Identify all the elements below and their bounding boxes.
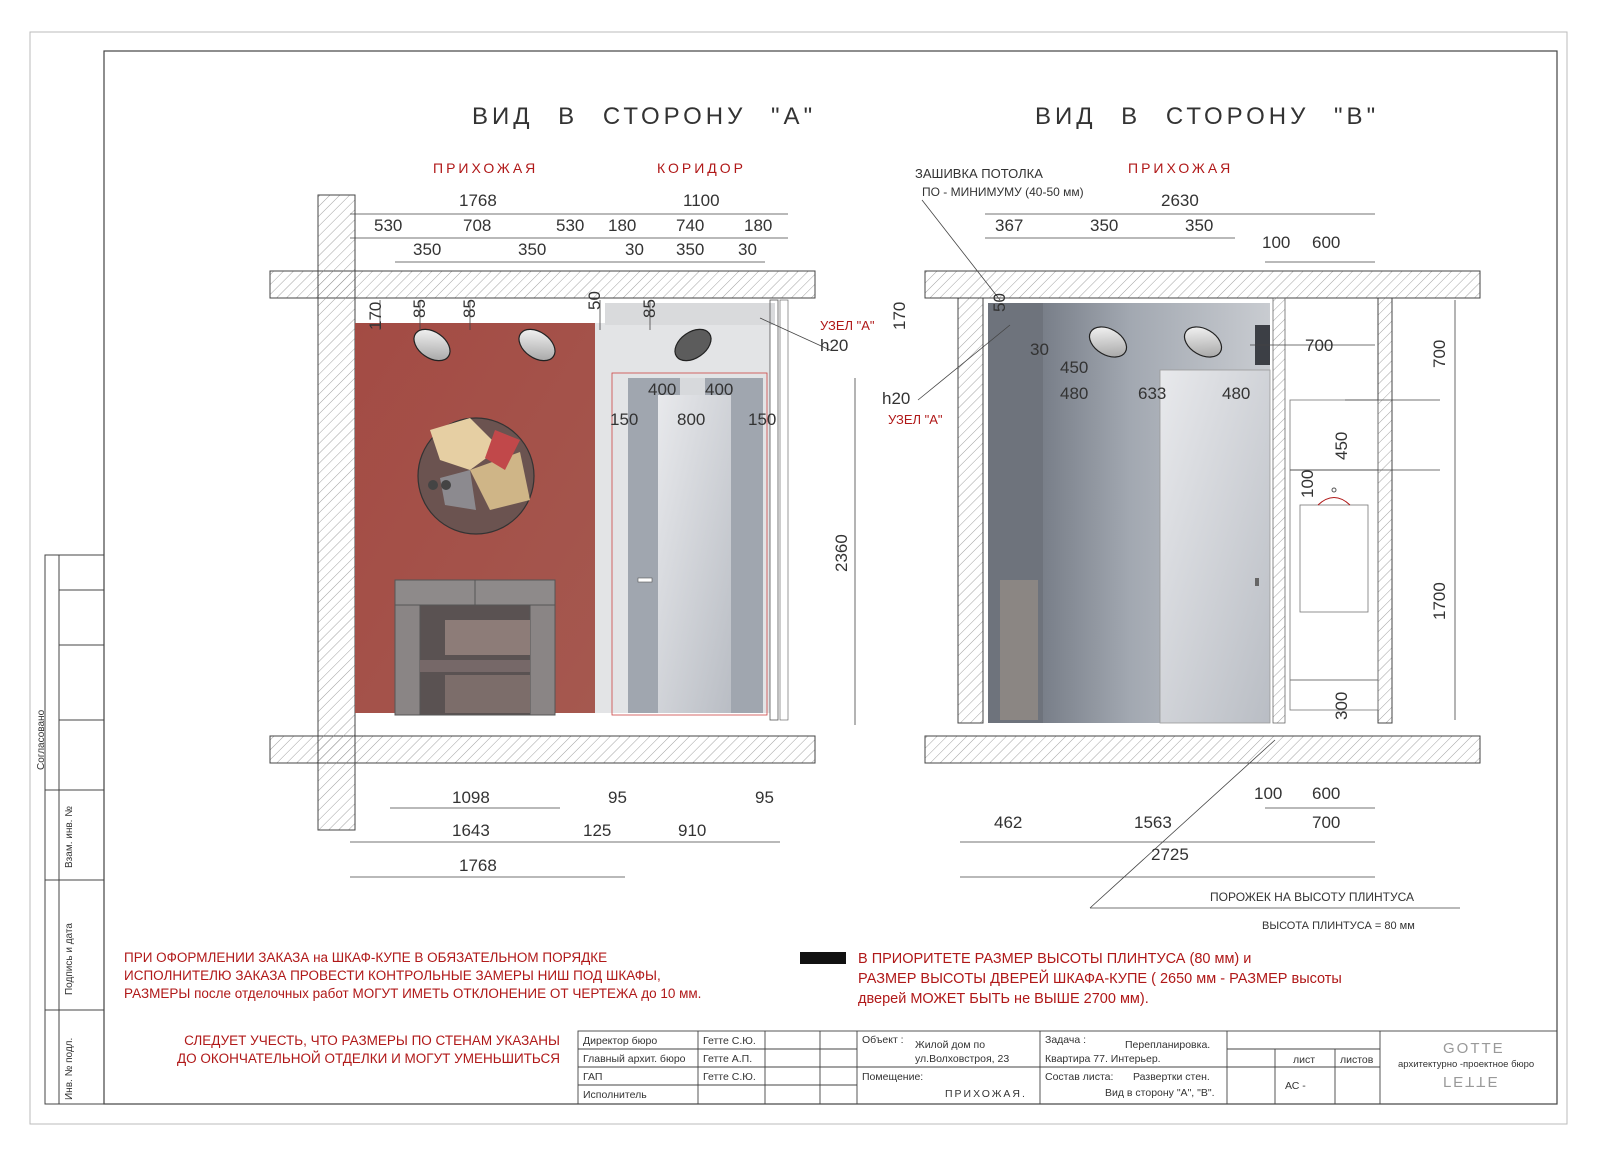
dim-label: 85	[460, 299, 479, 318]
tb-room: ПРИХОЖАЯ.	[945, 1088, 1027, 1100]
order-note-line: РАЗМЕРЫ после отделочных работ МОГУТ ИМЕТЬ ОТКЛОНЕНИЕ ОТ ЧЕРТЕЖА до 10 мм.	[124, 986, 702, 1001]
tb-room-label: Помещение:	[862, 1071, 924, 1083]
tb-sheet: Вид в сторону "А", "В".	[1105, 1087, 1215, 1099]
dim-label: 50	[585, 291, 604, 310]
dim-label: 180	[608, 216, 637, 235]
dim-label: 100	[1262, 233, 1291, 252]
node-a-label: УЗЕЛ "А"	[820, 318, 875, 333]
order-note-line: ИСПОЛНИТЕЛЮ ЗАКАЗА ПРОВЕСТИ КОНТРОЛЬНЫЕ ЗАМЕРЫ НИШ ПОД ШКАФЫ,	[124, 968, 661, 983]
priority-note	[858, 949, 1342, 1009]
dim-label: 367	[995, 216, 1024, 235]
view-a-drawing	[270, 195, 855, 877]
dim-label: 300	[1332, 691, 1351, 720]
ceiling-note: ЗАШИВКА ПОТОЛКА	[915, 166, 1043, 181]
dim-label: 1100	[683, 191, 720, 210]
dim-label: 2725	[1151, 845, 1189, 864]
dim-label: 350	[1090, 216, 1119, 235]
tb-object: Жилой дом по	[915, 1039, 986, 1051]
firm-name: архитектурно -проектное бюро	[1398, 1059, 1535, 1070]
dim-label: 600	[1312, 784, 1341, 803]
dim-label: 450	[1332, 431, 1351, 460]
priority-note-line: дверей МОЖЕТ БЫТЬ не ВЫШЕ 2700 мм).	[858, 991, 1149, 1007]
dim-label: 700	[1305, 336, 1334, 355]
dim-label: 600	[1312, 233, 1341, 252]
firm-logo: GOTTE	[1443, 1040, 1505, 1057]
dim-label: 30	[738, 240, 757, 259]
threshold-note: ПОРОЖЕК НА ВЫСОТУ ПЛИНТУСА	[1210, 890, 1414, 904]
tb-sheet-label: Состав листа:	[1045, 1071, 1114, 1083]
dim-label: 350	[518, 240, 547, 259]
dim-label: 150	[748, 410, 777, 429]
dim-label: 85	[640, 299, 659, 318]
room-label-hallway: ПРИХОЖАЯ	[433, 160, 539, 176]
firm-logo-mirror: ГЕТТЕ	[1443, 1073, 1500, 1090]
dim-label: 530	[556, 216, 585, 235]
stamp-agreed: Согласовано	[36, 709, 47, 770]
legend-marker	[800, 952, 846, 964]
tb-task-label: Задача :	[1045, 1034, 1087, 1046]
dim-label: 740	[676, 216, 705, 235]
tb-object-label: Объект :	[862, 1034, 904, 1046]
dim-label: 910	[678, 821, 707, 840]
console-cabinet	[395, 580, 555, 715]
dim-label: 700	[1430, 339, 1449, 368]
tb-role: Исполнитель	[583, 1089, 647, 1101]
dim-label: 708	[463, 216, 492, 235]
walls-note-line: ДО ОКОНЧАТЕЛЬНОЙ ОТДЕЛКИ И МОГУТ УМЕНЬШИТЬСЯ	[176, 1051, 560, 1066]
tb-sheet: Развертки стен.	[1133, 1071, 1210, 1083]
view-a-title: ВИД В СТОРОНУ "А"	[472, 103, 817, 130]
tb-task: Квартира 77. Интерьер.	[1045, 1053, 1161, 1065]
tb-list-label: лист	[1293, 1054, 1316, 1066]
dim-label: 700	[1312, 813, 1341, 832]
dim-label: 450	[1060, 358, 1089, 377]
stamp-sign: Подпись и дата	[64, 923, 75, 995]
room-label-corridor: КОРИДОР	[657, 160, 746, 176]
dim-label: 800	[677, 410, 706, 429]
dim-label: 1643	[452, 821, 490, 840]
dim-label: 1768	[459, 191, 497, 210]
dim-label: 50	[990, 293, 1009, 312]
walls-note	[120, 1032, 560, 1068]
dim-label: 462	[994, 813, 1023, 832]
ceiling-note: ПО - МИНИМУМУ (40-50 мм)	[922, 185, 1084, 199]
dim-label: 1098	[452, 788, 490, 807]
dim-label: 480	[1222, 384, 1251, 403]
tb-task: Перепланировка.	[1125, 1039, 1211, 1051]
tb-role: ГАП	[583, 1071, 603, 1083]
dim-label: 95	[755, 788, 774, 807]
height-note: h20	[820, 336, 849, 355]
plinth-note: ВЫСОТА ПЛИНТУСА = 80 мм	[1262, 920, 1415, 932]
priority-note-line: В ПРИОРИТЕТЕ РАЗМЕР ВЫСОТЫ ПЛИНТУСА (80 мм) и	[858, 951, 1252, 967]
wardrobe-mirror-door	[1160, 370, 1270, 723]
dim-label: 1563	[1134, 813, 1172, 832]
dim-label: 150	[610, 410, 639, 429]
dim-label: 30	[625, 240, 644, 259]
priority-note-line: РАЗМЕР ВЫСОТЫ ДВЕРЕЙ ШКАФА-КУПЕ ( 2650 мм - РАЗМЕР высоты	[858, 971, 1342, 987]
hanger-icon	[1300, 505, 1368, 612]
tb-name: Гетте С.Ю.	[703, 1035, 756, 1047]
dim-label: 400	[705, 380, 734, 399]
dim-label: 30	[1030, 340, 1049, 359]
view-b-title: ВИД В СТОРОНУ "В"	[1035, 103, 1380, 130]
tb-lists-label: листов	[1340, 1054, 1374, 1066]
order-note-line: ПРИ ОФОРМЛЕНИИ ЗАКАЗА на ШКАФ-КУПЕ В ОБЯЗАТЕЛЬНОМ ПОРЯДКЕ	[124, 950, 608, 965]
dim-label: 350	[676, 240, 705, 259]
dim-label: 480	[1060, 384, 1089, 403]
dim-label: 85	[410, 299, 429, 318]
dim-label: 100	[1254, 784, 1283, 803]
door-mirror	[658, 395, 731, 713]
dim-label: 1700	[1430, 582, 1449, 620]
tb-object: ул.Волховстроя, 23	[915, 1053, 1010, 1065]
tb-name: Гетте А.П.	[703, 1053, 753, 1065]
dim-label: 170	[366, 301, 385, 330]
dim-label: 170	[890, 301, 909, 330]
dim-label: 180	[744, 216, 773, 235]
tb-name: Гетте С.Ю.	[703, 1071, 756, 1083]
dim-label: 530	[374, 216, 403, 235]
room-label-hallway: ПРИХОЖАЯ	[1128, 160, 1234, 176]
dim-label: 350	[413, 240, 442, 259]
tb-list-value: АС -	[1285, 1080, 1306, 1092]
dim-label: 1768	[459, 856, 497, 875]
dim-label: 2360	[832, 534, 851, 572]
walls-note-line: СЛЕДУЕТ УЧЕСТЬ, ЧТО РАЗМЕРЫ ПО СТЕНАМ УКАЗАНЫ	[184, 1033, 560, 1048]
order-note	[124, 949, 701, 1003]
height-note: h20	[882, 389, 911, 408]
stamp-inv-orig: Инв. № подл.	[64, 1037, 75, 1100]
wall-art-circle	[418, 418, 534, 534]
tb-role: Главный архит. бюро	[583, 1053, 686, 1065]
dim-label: 100	[1298, 469, 1317, 498]
dim-label: 633	[1138, 384, 1167, 403]
tb-role: Директор бюро	[583, 1035, 658, 1047]
dim-label: 125	[583, 821, 612, 840]
node-a-label: УЗЕЛ "А"	[888, 412, 943, 427]
dim-label: 95	[608, 788, 627, 807]
dim-label: 2630	[1161, 191, 1199, 210]
dim-label: 350	[1185, 216, 1214, 235]
dim-label: 400	[648, 380, 677, 399]
stamp-inv-no: Взам. инв. №	[64, 806, 75, 868]
